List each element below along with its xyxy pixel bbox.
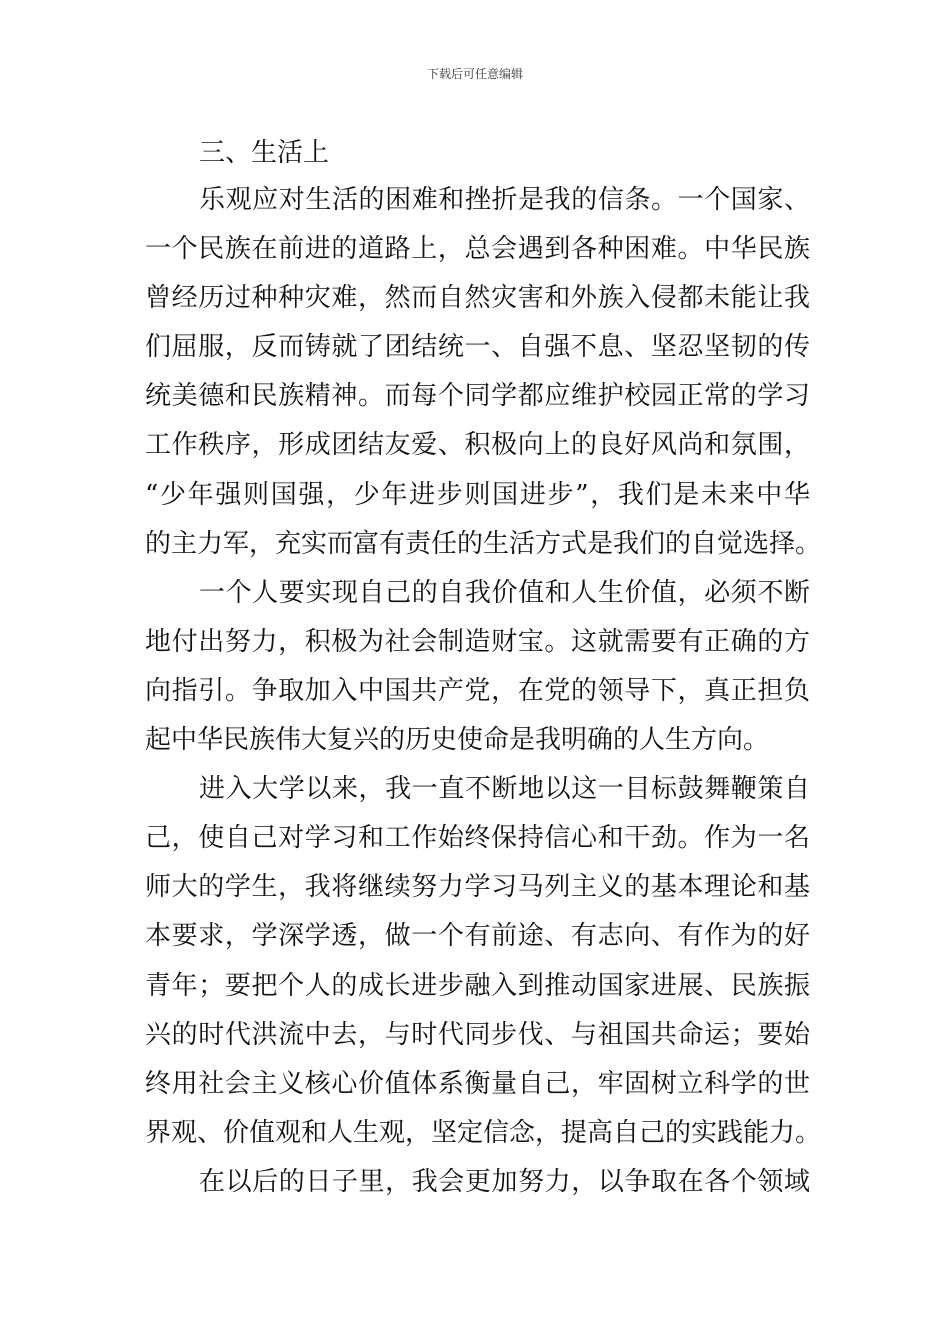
- text-line: 终用社会主义核心价值体系衡量自己，牢固树立科学的世: [145, 1068, 810, 1099]
- text-line: 工作秩序，形成团结友爱、积极向上的良好风尚和氛围，: [145, 430, 810, 461]
- text-line: 一个人要实现自己的自我价值和人生价值，必须不断: [199, 577, 810, 608]
- text-line: 青年；要把个人的成长进步融入到推动国家进展、民族振: [145, 970, 810, 1001]
- text-line: 地付出努力，积极为社会制造财宝。这就需要有正确的方: [145, 626, 810, 657]
- text-line: 界观、价值观和人生观，坚定信念，提高自己的实践能力。: [145, 1117, 822, 1148]
- text-line: 起中华民族伟大复兴的历史使命是我明确的人生方向。: [145, 725, 770, 756]
- text-line: 向指引。争取加入中国共产党，在党的领导下，真正担负: [145, 675, 810, 706]
- text-line: 师大的学生，我将继续努力学习马列主义的基本理论和基: [145, 872, 810, 903]
- text-line: 统美德和民族精神。而每个同学都应维护校园正常的学习: [145, 381, 810, 412]
- section-heading: 三、生活上: [199, 138, 330, 168]
- text-line: 的主力军，充实而富有责任的生活方式是我们的自觉选择。: [145, 528, 822, 559]
- text-line: 进入大学以来，我一直不断地以这一目标鼓舞鞭策自: [199, 774, 810, 805]
- text-line: “少年强则国强，少年进步则国进步”，我们是未来中华: [145, 479, 810, 510]
- header-note: 下载后可任意编辑: [426, 67, 523, 81]
- text-line: 本要求，学深学透，做一个有前途、有志向、有作为的好: [145, 921, 810, 952]
- text-line: 一个民族在前进的道路上，总会遇到各种困难。中华民族: [145, 234, 810, 265]
- text-line: 己，使自己对学习和工作始终保持信心和干劲。作为一名: [145, 823, 810, 854]
- text-line: 兴的时代洪流中去，与时代同步伐、与祖国共命运；要始: [145, 1019, 810, 1050]
- text-line: 曾经历过种种灾难，然而自然灾害和外族入侵都未能让我: [145, 283, 810, 314]
- text-line: 乐观应对生活的困难和挫折是我的信条。一个国家、: [199, 185, 810, 215]
- text-line: 在以后的日子里，我会更加努力，以争取在各个领域: [199, 1166, 810, 1197]
- body-text: [145, 176, 822, 1207]
- text-line: 们屈服，反而铸就了团结统一、自强不息、坚忍坚韧的传: [145, 332, 810, 363]
